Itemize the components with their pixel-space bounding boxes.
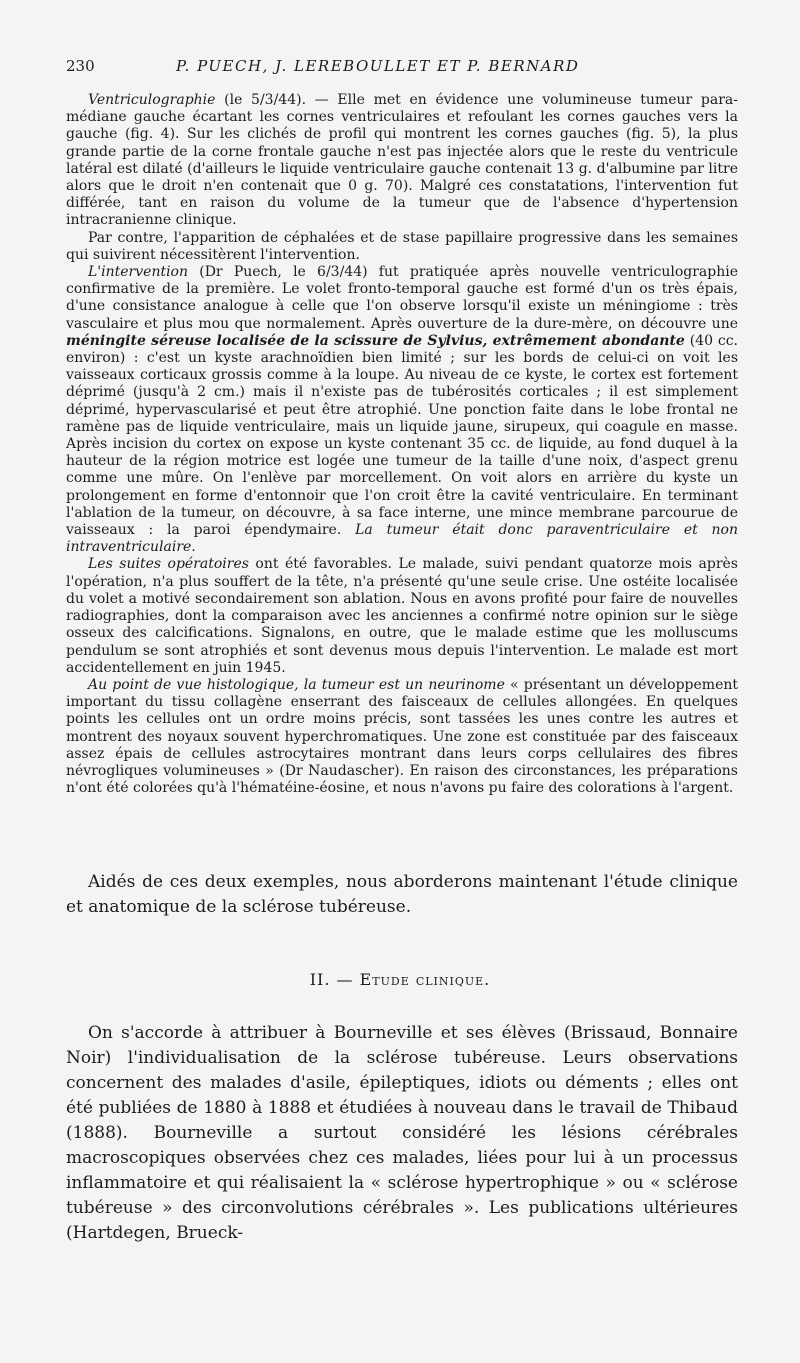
label-histology: Au point de vue histologique, la tumeur est un neurinome [88,676,505,693]
text-intervention-b: (40 cc. environ) : c'est un kyste arachnoïdien bien limité ; sur les bords de celui-ci on voit les vaisseaux corticaux grossis comme à la loupe. Au niveau de ce kyste, le cortex est fortement déprimé (jusqu'à 2 cm.) mais il n'existe pas de tubérosités corticales ; il est simplement déprimé, hypervascularisé et peut être atrophié. Une ponction faite dans le lobe frontal ne ramène pas de liquide ventriculaire, mais un liquide jaune, sirupeux, qui coagule en masse. Après incision du cortex on expose un kyste contenant 35 cc. de liquide, au fond duquel à la hauteur de la région motrice est logée une tumeur de la taille d'une noix, d'aspect grenu comme une mûre. On l'enlève par morcellement. On voit alors en arrière du kyste un prolongement en forme d'entonnoir que l'on croit être la cavité ventriculaire. En terminant l'ablation de la tumeur, on découvre, à sa face interne, une mince membrane parcourue de vaisseaux : la paroi épendymaire. [66,332,739,539]
label-ventriculography: Ventriculographie [88,92,216,108]
section-title: Etude clinique. [359,970,491,989]
intro-paragraph [66,870,738,920]
paragraph-headaches [66,230,738,264]
intro-text: Aidés de ces deux exemples, nous aborderons maintenant l'étude clinique et anatomique de la sclérose tubéreuse. [66,872,738,917]
label-outcome: Les suites opératoires [88,556,249,573]
running-header [66,57,738,81]
case-report-text [66,92,738,797]
text-outcome: ont été favorables. Le malade, suivi pendant quatorze mois après l'opération, n'a plus souffert de la tête, n'a présenté qu'une seule crise. Une ostéite localisée du volet a motivé secondairement son ablation. Nous en avons profité pour faire de nouvelles radiographies, dont la comparaison avec les anciennes a confirmé notre opinion sur le siège osseux des calcifications. Signalons, en outre, que le malade estime que les molluscums pendulum se sont atrophiés et sont devenus mous depuis l'intervention. Le malade est mort accidentellement en juin 1945. [66,556,738,676]
clinical-paragraph [66,1021,738,1246]
text-headaches: Par contre, l'apparition de céphalées et de stase papillaire progressive dans les semaines qui suivirent nécessitèrent l'intervention. [66,229,738,263]
emphasis-paraventricular: La tumeur était donc paraventriculaire et non intraventriculaire. [66,522,739,556]
clinical-text: On s'accorde à attribuer à Bourneville et ses élèves (Brissaud, Bonnaire Noir) l'individualisation de la sclérose tubéreuse. Leurs observations concernent des malades d'asile, épileptiques, idiots ou déments ; elles ont été publiées de 1880 à 1888 et étudiées à nouveau dans le travail de Thibaud (1888). Bourneville a surtout considéré les lésions cérébrales macroscopiques observées chez ces malades, liées pour lui à un processus inflammatoire et qui réalisaient la « sclérose hypertrophique » ou « sclérose tubéreuse » des circonvolutions cérébrales ». Les publications ultérieures (Hartdegen, Brueck- [66,1023,738,1243]
text-intervention-a: (Dr Puech, le 6/3/44) fut pratiquée après nouvelle ventriculographie confirmative de la première. Le volet fronto-temporal gauche est formé d'un os très épais, d'une consistance analogue à celle que l'on observe lorsqu'il existe un méningiome : très vasculaire et plus mou que normalement. Après ouverture de la dure-mère, on découvre une [66,264,738,332]
paragraph-outcome [66,556,738,676]
running-head-authors: P. PUECH, J. LEREBOULLET ET P. BERNARD [176,57,580,75]
page-number: 230 [66,57,95,75]
text-ventriculography: (le 5/3/44). — Elle met en évidence une volumineuse tumeur para-médiane gauche écartant les cornes ventriculaires et refoulant les cornes gauches vers la gauche (fig. 4). Sur les clichés de profil qui montrent les cornes gauches (fig. 5), la plus grande partie de la corne frontale gauche n'est pas injectée alors que le reste du ventricule latéral est dilaté (d'ailleurs le liquide ventriculaire gauche contenait 13 g. d'albumine par litre alors que le droit n'en contenait que 0 g. 70). Malgré ces constatations, l'intervention fut différée, tant en raison du volume de la tumeur que de l'absence d'hypertension intracranienne clinique. [66,92,738,229]
section-number: II. — [309,970,354,989]
paragraph-histology [66,677,738,797]
emphasis-meningitis: méningite séreuse localisée de la scissure de Sylvius, extrêmement abondante [66,332,685,349]
paragraph-intervention [66,264,738,556]
section-heading [0,970,800,989]
label-intervention: L'intervention [88,264,189,281]
paragraph-ventriculography [66,92,738,230]
text-histology: « présentant un développement important du tissu collagène enserrant des faisceaux de cellules allongées. En quelques points les cellules ont un ordre moins précis, sont tassées les unes contre les autres et montrent des noyaux souvent hyperchromatiques. Une zone est constituée par des faisceaux assez épais de cellules astrocytaires montrant dans leurs corps cellulaires des fibres névrogliques volumineuses » (Dr Naudascher). En raison des circonstances, les préparations n'ont été colorées qu'à l'hématéine-éosine, et nous n'avons pu faire des colorations à l'argent. [66,676,738,797]
